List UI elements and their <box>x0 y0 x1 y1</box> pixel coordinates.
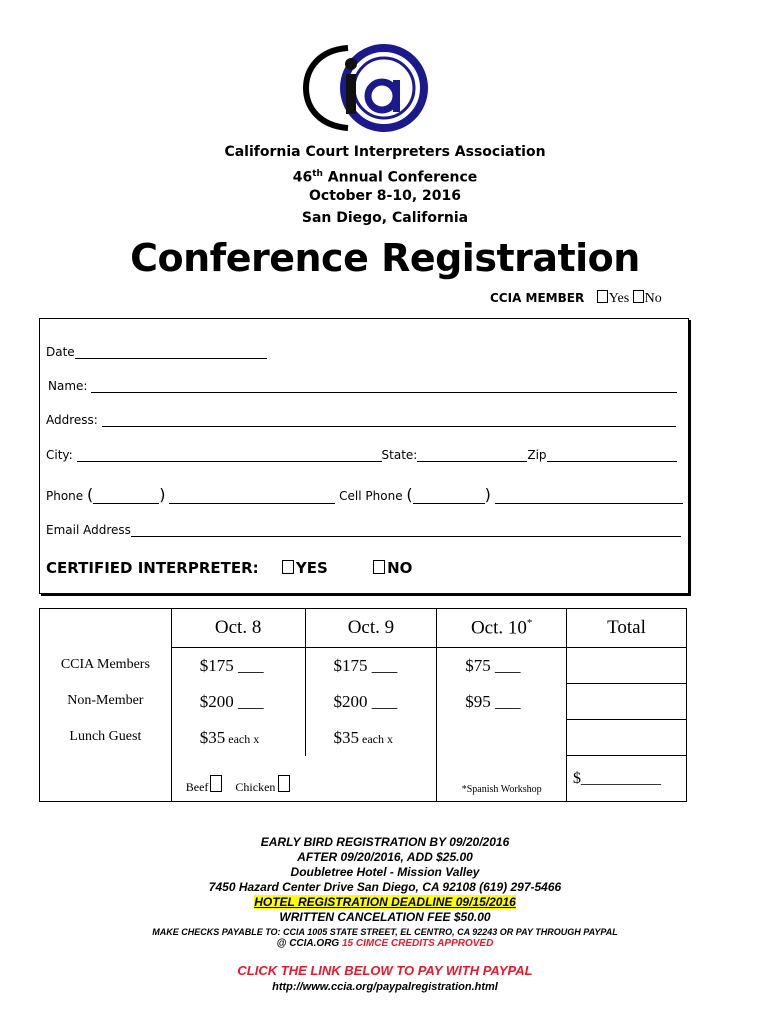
late-fee-note: AFTER 09/20/2016, ADD $25.00 <box>297 850 473 864</box>
lunch-oct8[interactable]: $35 each x <box>171 720 305 756</box>
address-field[interactable]: Address: <box>46 413 676 427</box>
conference-edition: 46th Annual Conference <box>292 169 478 186</box>
payment-instructions: MAKE CHECKS PAYABLE TO: CCIA 1005 STATE STREET, EL CENTRO, CA 92243 OR PAY THROUGH PAYPAL <box>152 927 618 937</box>
phone-field[interactable]: Phone ( ) Cell Phone ( ) <box>46 485 683 504</box>
paypal-link[interactable]: http://www.ccia.org/paypalregistration.html <box>272 981 498 993</box>
spanish-workshop-note: *Spanish Workshop <box>437 756 567 802</box>
registration-form <box>39 318 689 594</box>
meal-choice: Beef Chicken <box>171 756 437 802</box>
grand-total[interactable]: $__________ <box>567 756 687 802</box>
org-name: California Court Interpreters Association <box>224 144 546 160</box>
lunch-oct9[interactable]: $35 each x <box>305 720 437 756</box>
hotel-address: 7450 Hazard Center Drive San Diego, CA 92108 (619) 297-5466 <box>208 880 562 894</box>
certified-interpreter: CERTIFIED INTERPRETER: YES NO <box>46 559 413 577</box>
hotel-deadline: HOTEL REGISTRATION DEADLINE 09/15/2016 <box>254 895 516 909</box>
total-cell[interactable] <box>567 684 687 720</box>
lunch-oct10 <box>437 720 567 756</box>
certified-no-checkbox[interactable] <box>373 560 385 574</box>
cancelation-fee: WRITTEN CANCELATION FEE $50.00 <box>279 910 491 924</box>
early-bird-note: EARLY BIRD REGISTRATION BY 09/20/2016 <box>260 835 510 849</box>
conference-location: San Diego, California <box>301 210 469 226</box>
city-state-zip-field[interactable]: City: State: Zip <box>46 448 677 462</box>
total-cell[interactable] <box>567 648 687 684</box>
price-nonmember-oct8[interactable]: $200 ___ <box>171 684 305 720</box>
email-field[interactable]: Email Address <box>46 523 681 537</box>
member-no-checkbox[interactable] <box>633 290 644 303</box>
certified-yes-checkbox[interactable] <box>282 560 294 574</box>
chicken-checkbox[interactable] <box>278 775 290 792</box>
total-cell[interactable] <box>567 720 687 756</box>
row-label-nonmember: Non-Member <box>67 693 144 708</box>
beef-checkbox[interactable] <box>210 775 222 792</box>
page-title: Conference Registration <box>130 236 640 280</box>
ccia-logo <box>300 40 440 136</box>
col-oct10: Oct. 10* <box>437 609 567 648</box>
row-label-lunch: Lunch Guest <box>69 729 142 744</box>
date-field[interactable]: Date <box>46 345 267 359</box>
price-nonmember-oct10[interactable]: $95 ___ <box>437 684 567 720</box>
row-labels <box>40 609 172 802</box>
col-oct8: Oct. 8 <box>171 609 305 648</box>
price-member-oct9[interactable]: $175 ___ <box>305 648 437 684</box>
paypal-instruction: CLICK THE LINK BELOW TO PAY WITH PAYPAL <box>237 963 533 978</box>
price-member-oct8[interactable]: $175 ___ <box>171 648 305 684</box>
col-oct9: Oct. 9 <box>305 609 437 648</box>
ccia-member-question: CCIA MEMBER Yes No <box>490 291 662 306</box>
conference-dates: October 8-10, 2016 <box>309 188 461 204</box>
name-field[interactable]: Name: <box>48 379 677 393</box>
price-nonmember-oct9[interactable]: $200 ___ <box>305 684 437 720</box>
price-member-oct10[interactable]: $75 ___ <box>437 648 567 684</box>
hotel-name: Doubletree Hotel - Mission Valley <box>290 865 480 879</box>
fee-table <box>39 608 687 802</box>
paypal-ccia-note: @ CCIA.ORG 15 CIMCE CREDITS APPROVED <box>276 938 494 949</box>
row-label-members: CCIA Members <box>60 657 150 672</box>
member-yes-checkbox[interactable] <box>597 290 608 303</box>
col-total: Total <box>567 609 687 648</box>
